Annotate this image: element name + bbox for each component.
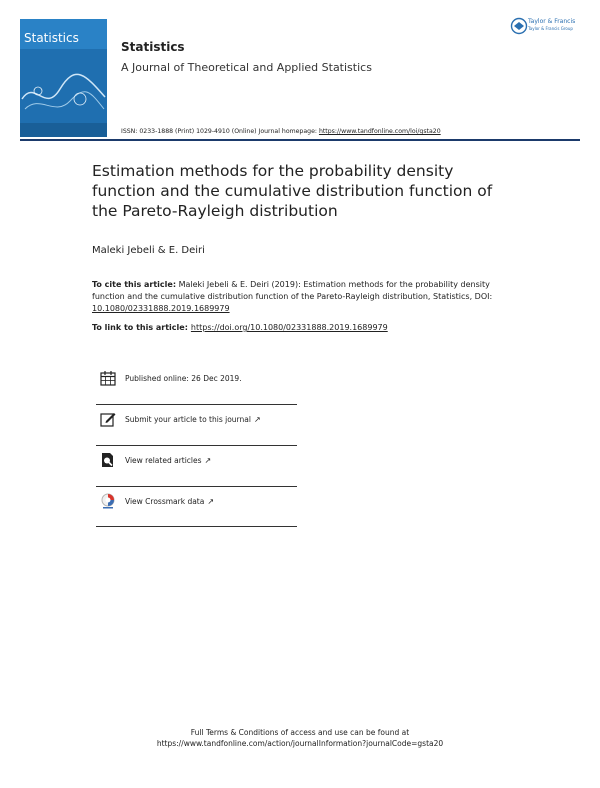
published-online-row [96, 360, 297, 400]
submit-article-label: Submit your article to this journal [125, 415, 251, 424]
article-authors: Maleki Jebeli & E. Deiri [92, 245, 205, 256]
cover-footer-band [20, 123, 107, 137]
edit-icon [100, 411, 116, 427]
issn-line [121, 128, 441, 135]
submit-article-link[interactable] [125, 415, 261, 424]
calendar-icon [100, 370, 116, 386]
journal-cover-image [20, 19, 107, 137]
cover-title: Statistics [24, 31, 79, 45]
external-link-icon: ↗ [204, 456, 212, 465]
published-online-text: Published online: 26 Dec 2019. [125, 374, 242, 383]
citation-text: Maleki Jebeli & E. Deiri (2019): Estimation methods for the probability density function and the cumulative distribution function of the Pareto-Rayleigh distribution, Statistics, DOI: [92, 280, 493, 301]
external-link-icon: ↗ [253, 415, 261, 424]
article-link-label: To link to this article: [92, 323, 188, 332]
crossmark-link[interactable] [125, 497, 214, 506]
publisher-logo-subtext: Taylor & Francis Group [528, 26, 573, 31]
cover-artwork [20, 69, 107, 119]
footer-terms-text: Full Terms & Conditions of access and use can be found at [190, 728, 410, 737]
article-title: Estimation methods for the probability density function and the cumulative distribution function of the Pareto-Rayleigh distribution [92, 162, 493, 220]
submit-article-row[interactable] [96, 401, 297, 441]
journal-homepage-link[interactable]: https://www.tandfonline.com/loi/gsta20 [318, 128, 441, 135]
citation-block [92, 279, 522, 315]
external-link-icon: ↗ [207, 497, 215, 506]
article-link-line [92, 323, 388, 332]
related-articles-row[interactable] [96, 442, 297, 482]
journal-subtitle: A Journal of Theoretical and Applied Statistics [121, 61, 372, 74]
magnifier-icon [100, 452, 116, 468]
footer [0, 727, 600, 749]
related-articles-label: View related articles [125, 456, 202, 465]
citation-doi-link[interactable]: 10.1080/02331888.2019.1689979 [92, 304, 230, 313]
footer-terms-link[interactable]: https://www.tandfonline.com/action/journalInformation?journalCode=gsta20 [156, 739, 444, 748]
row-divider [96, 526, 297, 527]
header-divider [20, 139, 580, 141]
issn-text: ISSN: 0233-1888 (Print) 1029-4910 (Online) Journal homepage: [121, 128, 319, 135]
journal-name: Statistics [121, 40, 185, 54]
related-articles-link[interactable] [125, 456, 211, 465]
article-doi-link[interactable]: https://doi.org/10.1080/02331888.2019.1689979 [190, 323, 388, 332]
crossmark-label: View Crossmark data [125, 497, 205, 506]
crossmark-row[interactable] [96, 483, 297, 523]
citation-label: To cite this article: [92, 280, 177, 289]
crossmark-icon [100, 493, 116, 509]
publisher-logo-text: Taylor & Francis [528, 18, 576, 25]
